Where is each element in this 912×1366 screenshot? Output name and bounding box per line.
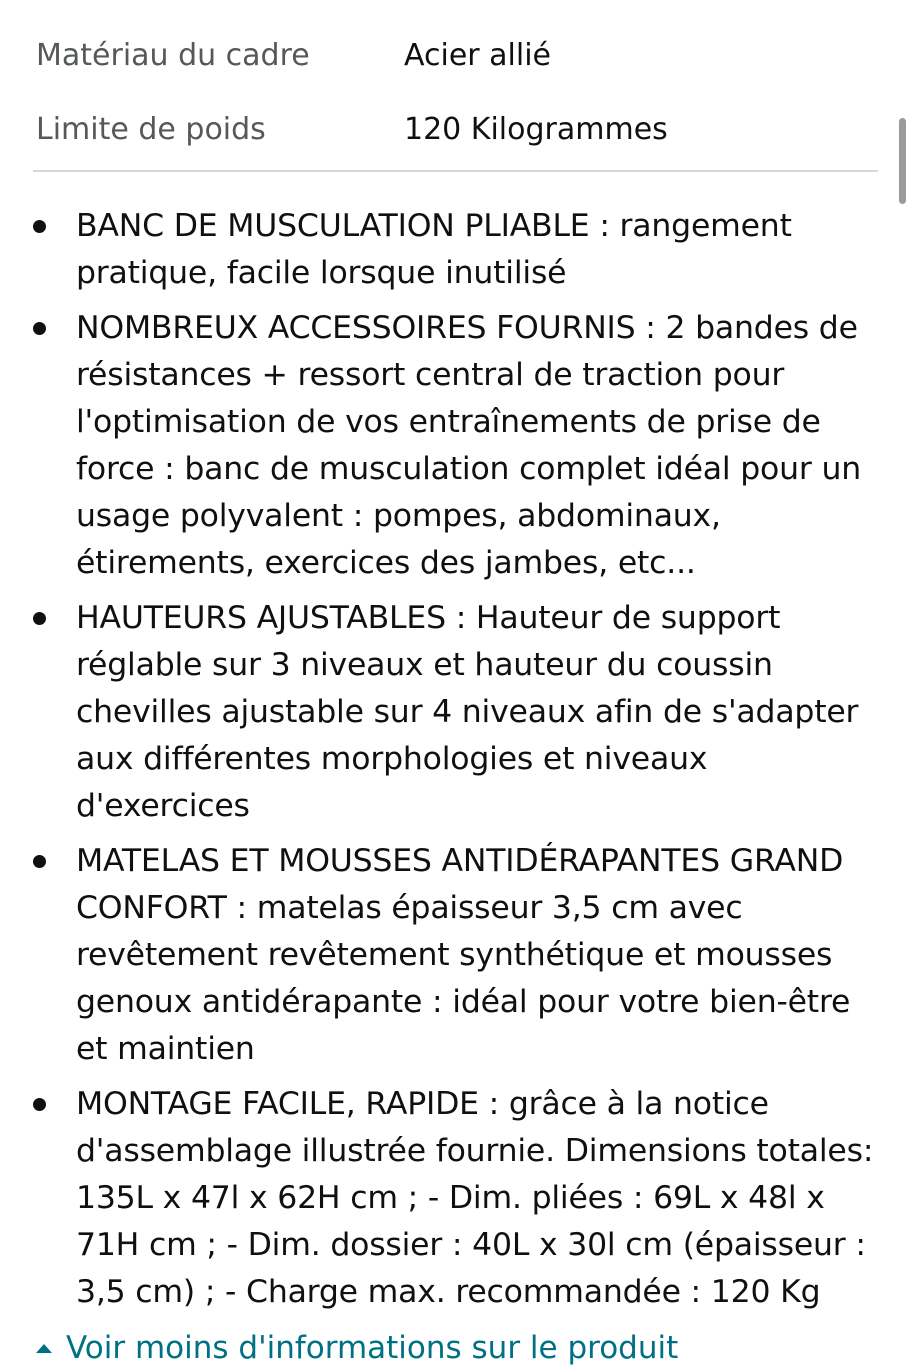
- spec-value: Acier allié: [404, 37, 551, 73]
- spec-row-frame-material: [36, 18, 876, 92]
- bullet-icon: [33, 612, 46, 625]
- see-less-info-link[interactable]: [36, 1330, 678, 1366]
- list-item: [0, 305, 900, 587]
- spec-row-weight-limit: [36, 92, 876, 166]
- list-item: [0, 203, 900, 297]
- see-less-info-label: Voir moins d'informations sur le produit: [66, 1330, 679, 1366]
- section-divider: [33, 170, 878, 172]
- bullet-text: BANC DE MUSCULATION PLIABLE : rangement pratique, facile lorsque inutilisé: [76, 208, 792, 291]
- list-item: [0, 1081, 900, 1316]
- spec-value: 120 Kilogrammes: [404, 111, 668, 147]
- spec-key: Limite de poids: [36, 111, 266, 147]
- feature-bullet-list: [0, 203, 900, 1324]
- bullet-text: NOMBREUX ACCESSOIRES FOURNIS : 2 bandes de résistances + ressort central de traction pour l'optimisation de vos entraînements de prise de force : banc de musculation complet idéal pour un usage polyvalent : pompes, abdominaux, étirements, exercices des jambes, etc...: [76, 310, 861, 581]
- bullet-text: HAUTEURS AJUSTABLES : Hauteur de support réglable sur 3 niveaux et hauteur du coussin chevilles ajustable sur 4 niveaux afin de s'adapter aux différentes morphologies et niveaux d'exercices: [76, 600, 859, 824]
- bullet-text: MONTAGE FACILE, RAPIDE : grâce à la notice d'assemblage illustrée fournie. Dimensions totales: 135L x 47l x 62H cm ; - Dim. pliées : 69L x 48l x 71H cm ; - Dim. dossier : 40L x 30l cm (épaisseur : 3,5 cm) ; - Charge max. recommandée : 120 Kg: [76, 1086, 874, 1310]
- list-item: [0, 838, 900, 1073]
- bullet-text: MATELAS ET MOUSSES ANTIDÉRAPANTES GRAND CONFORT : matelas épaisseur 3,5 cm avec revêtement revêtement synthétique et mousses genoux antidérapante : idéal pour votre bien-être et maintien: [76, 843, 851, 1067]
- scrollbar-thumb[interactable]: [899, 118, 906, 204]
- bullet-icon: [33, 322, 46, 335]
- bullet-icon: [33, 1098, 46, 1111]
- spec-key: Matériau du cadre: [36, 37, 310, 73]
- bullet-icon: [33, 855, 46, 868]
- product-specs-table: [36, 18, 876, 166]
- chevron-up-icon: [36, 1344, 52, 1353]
- bullet-icon: [33, 220, 46, 233]
- list-item: [0, 595, 900, 830]
